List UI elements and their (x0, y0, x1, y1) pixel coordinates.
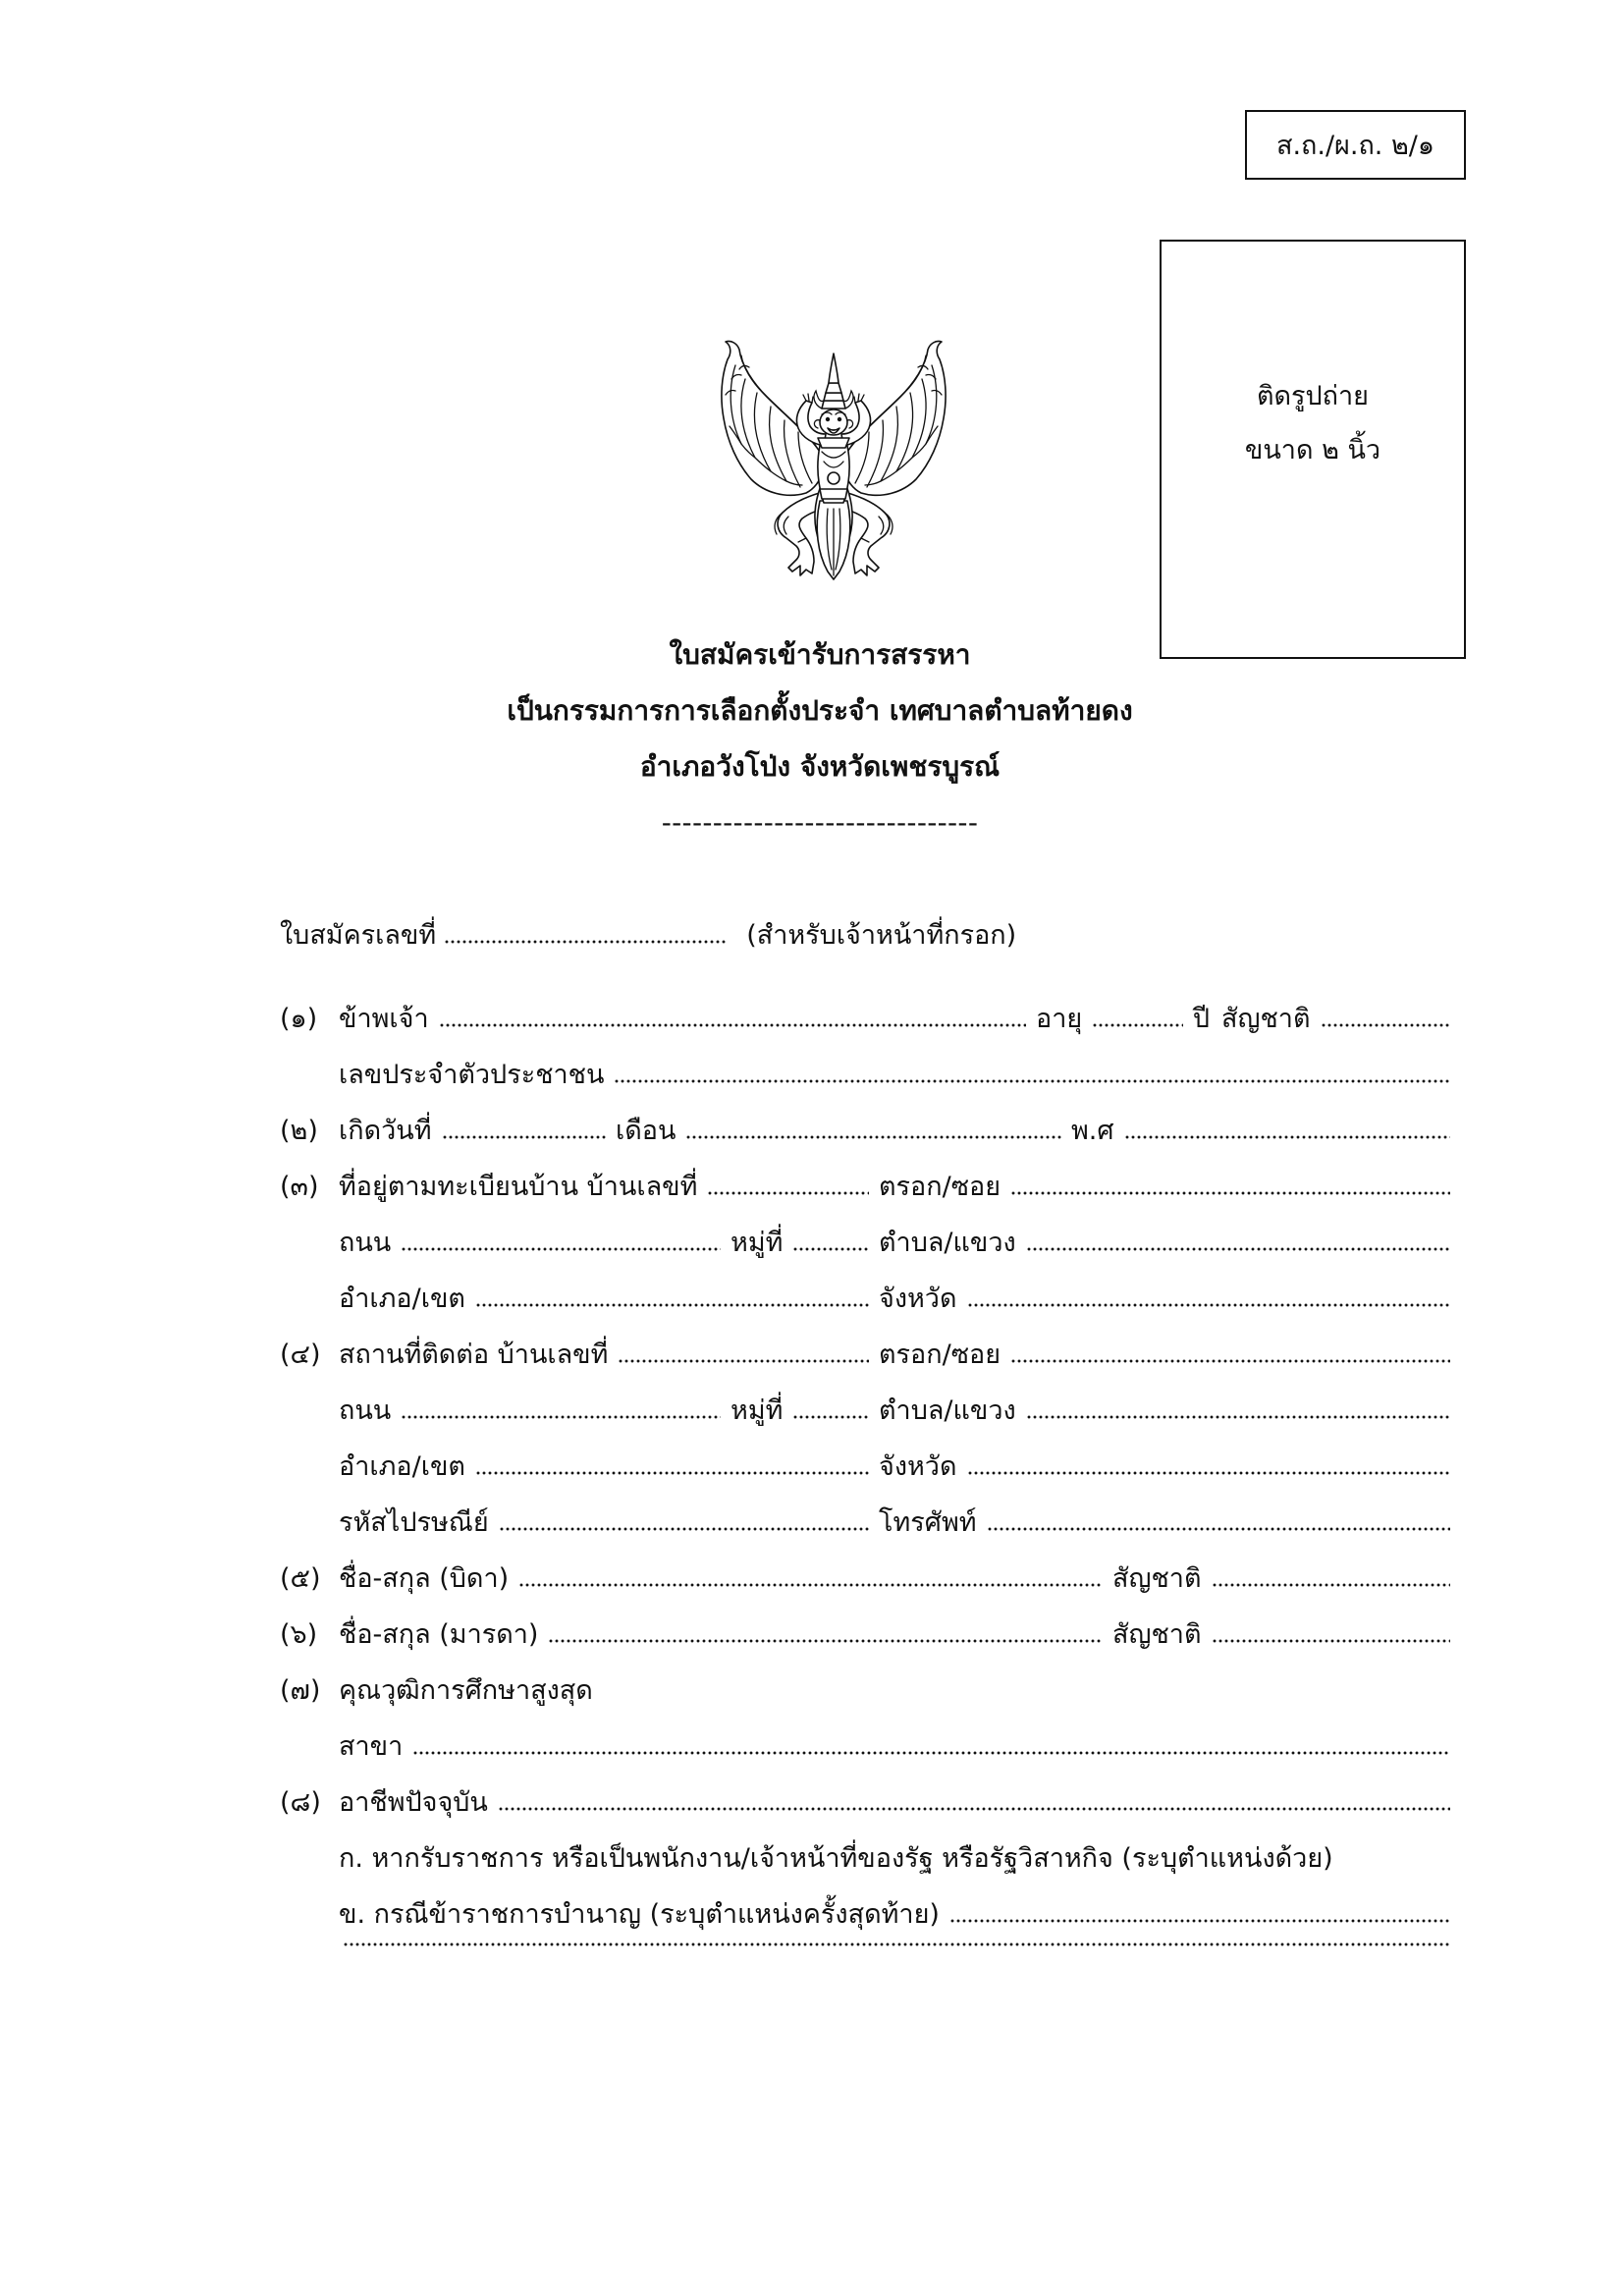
father-name-field (339, 1551, 1112, 1607)
reg-subdistrict-label: ตำบล/แขวง (879, 1228, 1016, 1258)
item8-row (280, 1775, 1450, 1831)
application-number-blank (444, 940, 727, 944)
age-field (1036, 991, 1221, 1047)
contact-province-field (879, 1439, 1450, 1495)
reg-moo-blank (792, 1247, 869, 1251)
phone-blank (987, 1527, 1450, 1531)
reg-alley-field (879, 1159, 1450, 1215)
occupation-blank (498, 1807, 1450, 1811)
age-label: อายุ (1036, 1004, 1083, 1034)
reg-province-label: จังหวัด (879, 1284, 957, 1314)
mother-nationality-label: สัญชาติ (1112, 1619, 1202, 1650)
application-number-note: (สำหรับเจ้าหน้าที่กรอก) (746, 920, 1017, 951)
reg-district-row (280, 1271, 1450, 1327)
phone-label: โทรศัพท์ (879, 1507, 977, 1538)
reg-alley-label: ตรอก/ซอย (879, 1172, 1001, 1202)
father-name-label: ชื่อ-สกุล (บิดา) (339, 1563, 510, 1594)
reg-road-blank (401, 1247, 721, 1251)
mother-nationality-blank (1212, 1639, 1450, 1643)
garuda-emblem-icon (718, 336, 949, 581)
father-name-blank (518, 1583, 1103, 1587)
reg-house-no-field (339, 1159, 879, 1215)
contact-alley-label: ตรอก/ซอย (879, 1339, 1001, 1370)
applicant-name-label: ข้าพเจ้า (339, 1004, 429, 1034)
reg-house-no-blank (707, 1191, 869, 1195)
id-number-field (339, 1047, 1450, 1103)
item-number: (๗) (280, 1675, 321, 1706)
contact-alley-field (879, 1327, 1450, 1383)
item-number: (๕) (280, 1563, 321, 1594)
father-nationality-field (1112, 1551, 1450, 1607)
contact-subdistrict-label: ตำบล/แขวง (879, 1395, 1016, 1426)
reg-province-field (879, 1271, 1450, 1327)
mother-nationality-field (1112, 1607, 1450, 1663)
occupation-label: อาชีพปัจจุบัน (339, 1787, 488, 1818)
reg-road-label: ถนน (339, 1228, 392, 1258)
contact-house-no-label: สถานที่ติดต่อ บ้านเลขที่ (339, 1339, 609, 1370)
title-line3: อำเภอวังโป่ง จังหวัดเพชรบูรณ์ (639, 750, 1001, 783)
form-fields (280, 991, 1450, 1998)
photo-box-line1: ติดรูปถ่าย (1256, 381, 1370, 411)
contact-province-blank (967, 1471, 1451, 1475)
reg-moo-label: หมู่ที่ (730, 1228, 784, 1258)
birth-day-label: เกิดวันที่ (339, 1116, 432, 1146)
contact-alley-blank (1010, 1359, 1450, 1363)
item3-row (280, 1159, 1450, 1215)
item6-row (280, 1607, 1450, 1663)
title-line2: เป็นกรรมการการเลือกตั้งประจำ เทศบาลตำบลท้ายดง (507, 694, 1133, 727)
applicant-name-blank (439, 1023, 1026, 1027)
occupation-option-b-blank (949, 1919, 1450, 1923)
mother-name-field (339, 1607, 1112, 1663)
contact-subdistrict-field (879, 1383, 1450, 1439)
application-number-label: ใบสมัครเลขที่ (280, 920, 437, 951)
item-number: (๔) (280, 1339, 321, 1370)
item7-row (280, 1663, 1450, 1719)
nationality-field (1221, 991, 1450, 1047)
birth-year-label: พ.ศ (1071, 1116, 1114, 1146)
postcode-blank (499, 1527, 869, 1531)
contact-district-label: อำเภอ/เขต (339, 1451, 465, 1482)
contact-road-row (280, 1383, 1450, 1439)
birth-day-field (339, 1103, 616, 1159)
contact-district-blank (475, 1471, 869, 1475)
father-nationality-blank (1212, 1583, 1450, 1587)
form-code: ส.ถ./ผ.ถ. ๒/๑ (1275, 131, 1435, 161)
major-blank (412, 1751, 1450, 1755)
occupation-option-b-field (339, 1886, 1450, 1942)
reg-district-field (339, 1271, 879, 1327)
reg-house-no-label: ที่อยู่ตามทะเบียนบ้าน บ้านเลขที่ (339, 1172, 698, 1202)
nationality-label: สัญชาติ (1221, 1004, 1311, 1034)
form-title (427, 627, 1213, 850)
reg-subdistrict-field (879, 1215, 1450, 1271)
application-number-row (280, 907, 1016, 963)
age-unit: ปี (1192, 1004, 1210, 1034)
birth-year-field (1071, 1103, 1450, 1159)
major-field (339, 1719, 1450, 1775)
title-line1: ใบสมัครเข้ารับการสรรหา (669, 638, 971, 671)
birth-day-blank (442, 1135, 606, 1139)
occupation-option-b: ข. กรณีข้าราชการบำนาญ (ระบุตำแหน่งครั้งสุดท้าย) (339, 1899, 940, 1930)
photo-box-line2: ขนาด ๒ นิ้ว (1244, 435, 1381, 465)
birth-month-label: เดือน (616, 1116, 676, 1146)
birth-month-blank (685, 1135, 1061, 1139)
birth-year-blank (1124, 1135, 1450, 1139)
id-number-row (280, 1047, 1450, 1103)
contact-district-field (339, 1439, 879, 1495)
title-rule: ------------------------------- (661, 806, 979, 839)
reg-road-row (280, 1215, 1450, 1271)
occupation-extra-row (280, 1942, 1450, 1998)
mother-name-blank (548, 1639, 1103, 1643)
phone-field (879, 1495, 1450, 1551)
item-number: (๖) (280, 1619, 318, 1650)
item-number: (๓) (280, 1172, 319, 1202)
contact-postcode-row (280, 1495, 1450, 1551)
applicant-name-field (339, 991, 1036, 1047)
occupation-option-a: ก. หากรับราชการ หรือเป็นพนักงาน/เจ้าหน้าที่ของรัฐ หรือรัฐวิสาหกิจ (ระบุตำแหน่งด้วย) (339, 1843, 1333, 1874)
item1-row (280, 991, 1450, 1047)
contact-province-label: จังหวัด (879, 1451, 957, 1482)
id-number-blank (614, 1079, 1450, 1083)
major-label: สาขา (339, 1731, 404, 1762)
photo-box (1160, 240, 1466, 659)
contact-moo-label: หมู่ที่ (730, 1395, 784, 1426)
contact-road-label: ถนน (339, 1395, 392, 1426)
contact-road-blank (401, 1415, 721, 1419)
reg-province-blank (967, 1303, 1451, 1307)
reg-alley-blank (1010, 1191, 1450, 1195)
item4-row (280, 1327, 1450, 1383)
contact-district-row (280, 1439, 1450, 1495)
postcode-field (339, 1495, 879, 1551)
occupation-option-a-row (280, 1831, 1450, 1886)
item5-row (280, 1551, 1450, 1607)
father-nationality-label: สัญชาติ (1112, 1563, 1202, 1594)
occupation-option-b-row (280, 1886, 1450, 1942)
item-number: (๘) (280, 1787, 321, 1818)
contact-house-no-field (339, 1327, 879, 1383)
item-number: (๒) (280, 1116, 318, 1146)
age-blank (1092, 1023, 1183, 1027)
reg-district-label: อำเภอ/เขต (339, 1284, 465, 1314)
reg-district-blank (475, 1303, 869, 1307)
contact-moo-blank (792, 1415, 869, 1419)
reg-road-field (339, 1215, 879, 1271)
education-label: คุณวุฒิการศึกษาสูงสุด (339, 1675, 593, 1706)
reg-subdistrict-blank (1026, 1247, 1450, 1251)
birth-month-field (616, 1103, 1071, 1159)
form-code-box (1245, 110, 1466, 180)
item2-row (280, 1103, 1450, 1159)
id-number-label: เลขประจำตัวประชาชน (339, 1060, 605, 1090)
contact-house-no-blank (618, 1359, 869, 1363)
mother-name-label: ชื่อ-สกุล (มารดา) (339, 1619, 539, 1650)
postcode-label: รหัสไปรษณีย์ (339, 1507, 489, 1538)
nationality-blank (1321, 1023, 1450, 1027)
occupation-extra-blank (343, 1942, 1450, 1946)
contact-subdistrict-blank (1026, 1415, 1450, 1419)
major-row (280, 1719, 1450, 1775)
occupation-field (339, 1775, 1450, 1831)
contact-road-field (339, 1383, 879, 1439)
item-number: (๑) (280, 1004, 318, 1034)
